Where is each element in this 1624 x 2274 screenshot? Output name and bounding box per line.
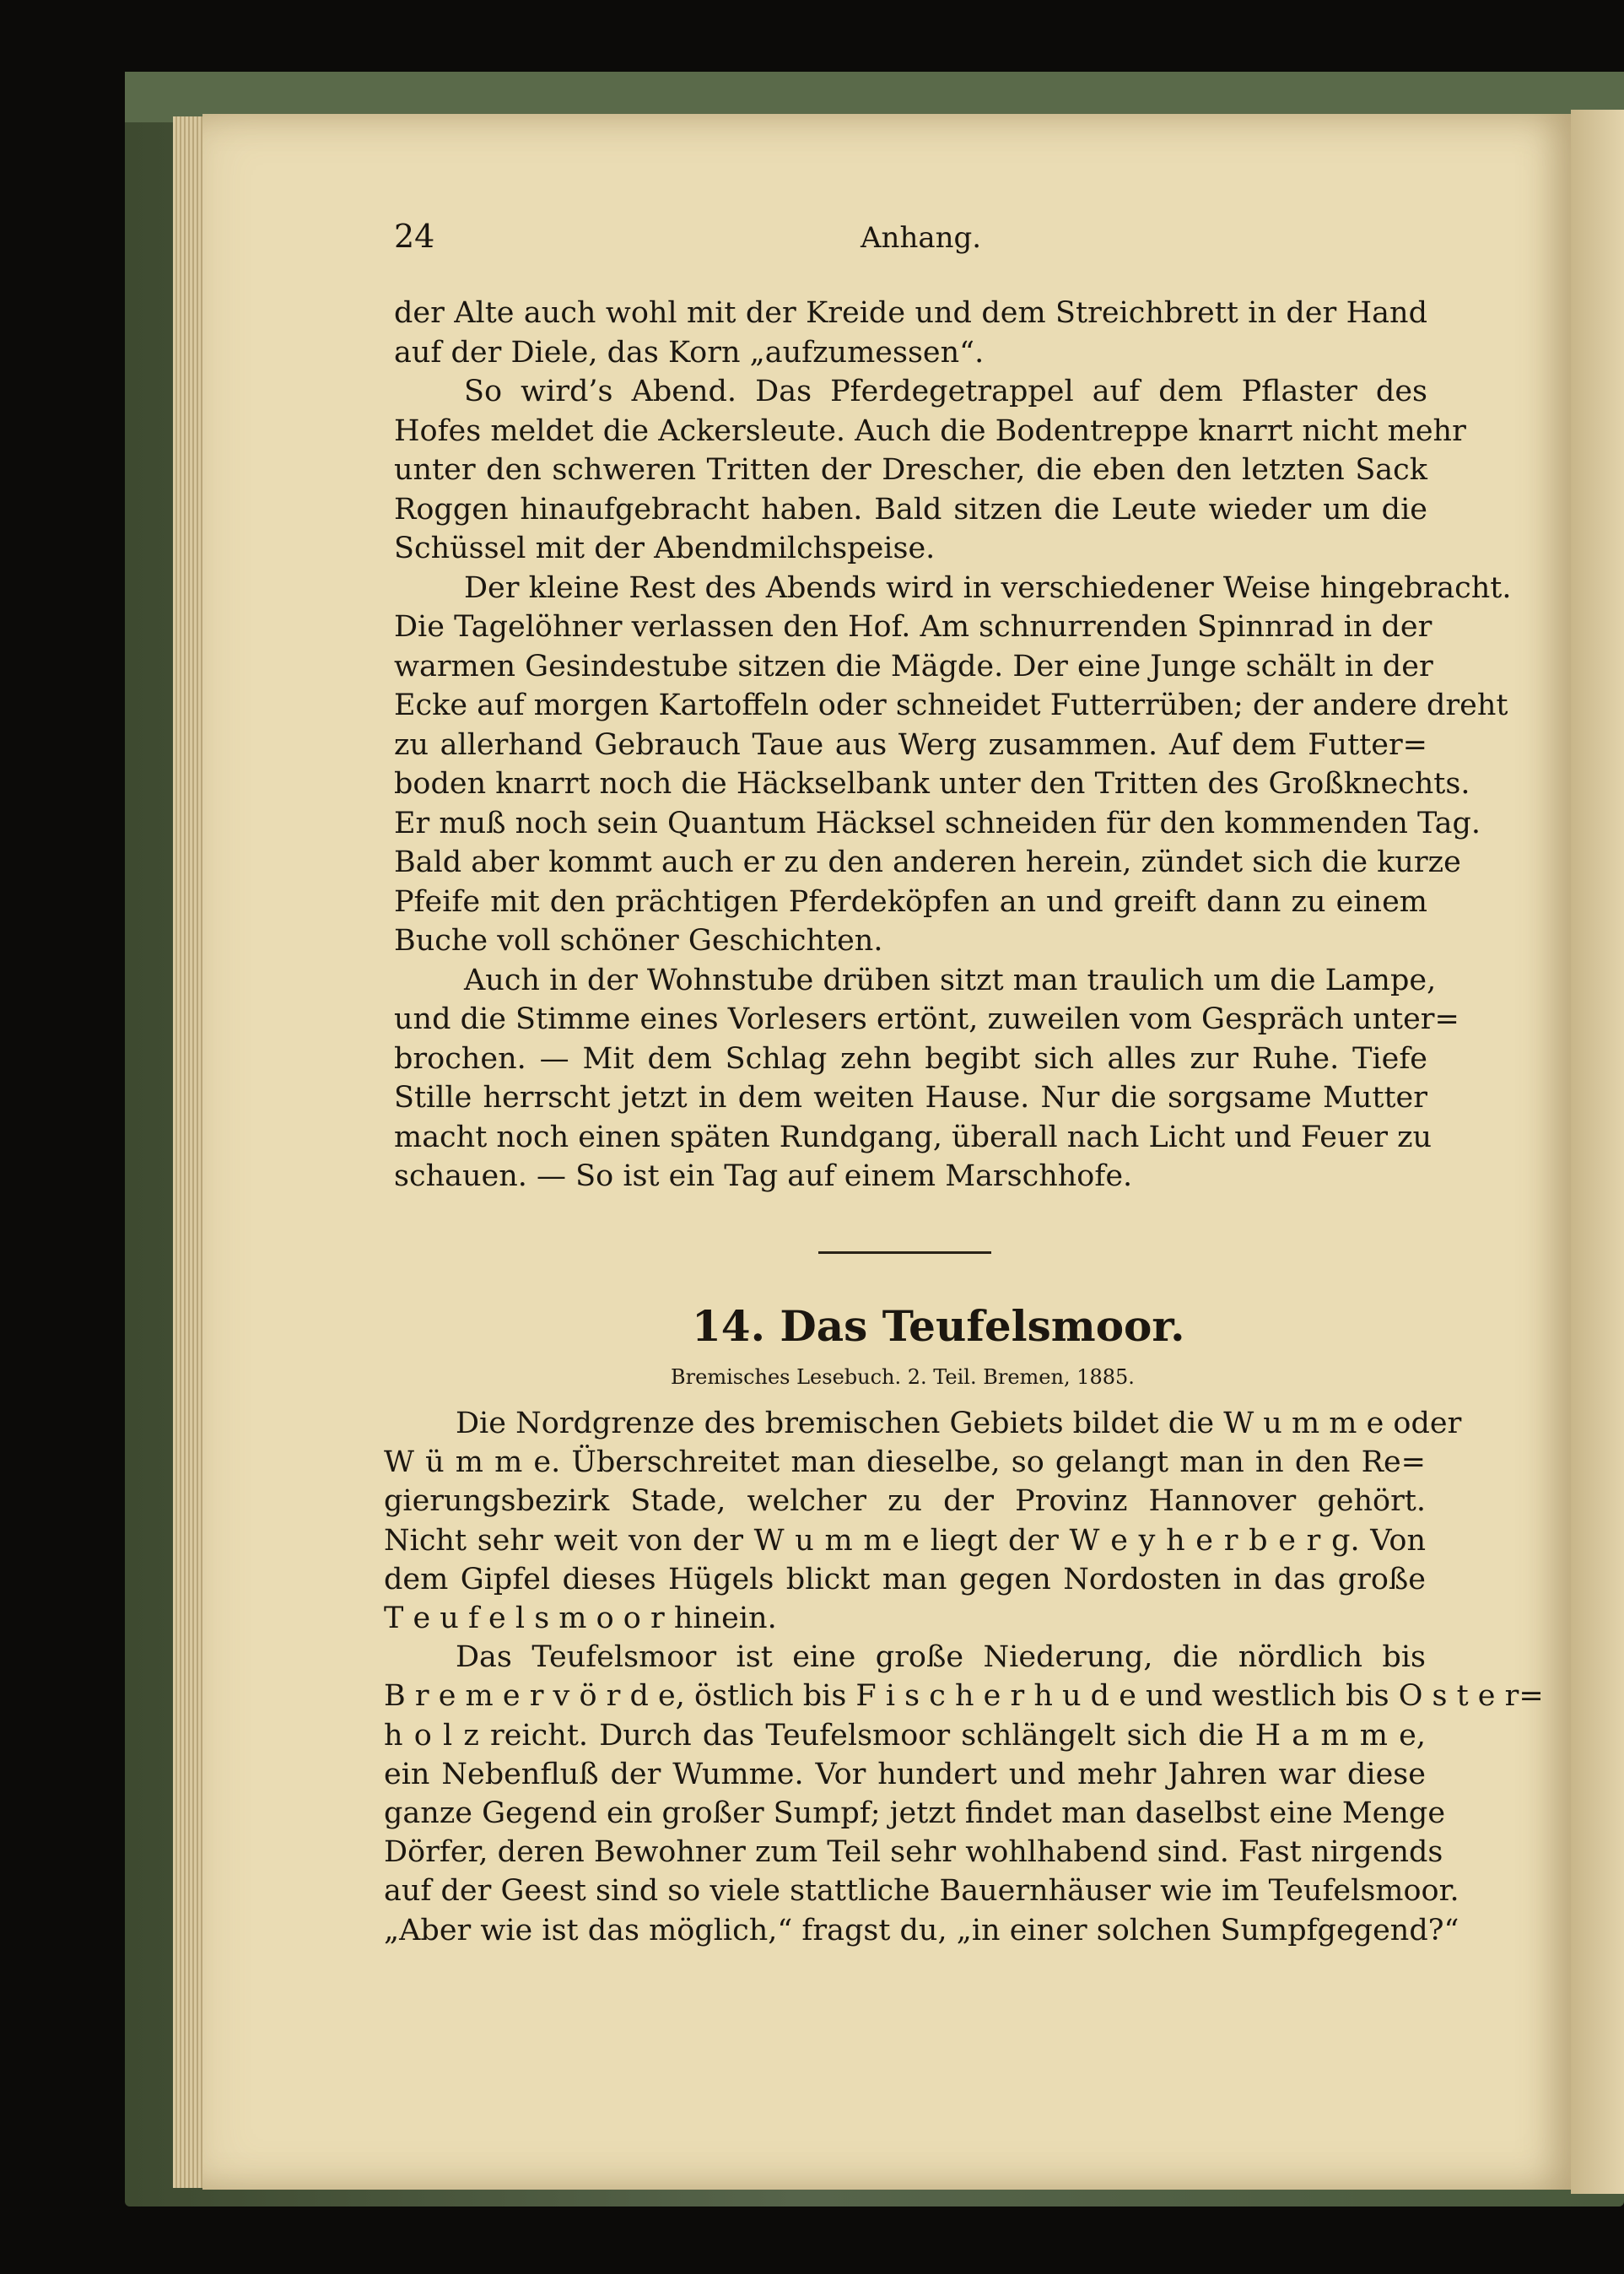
- text-line: gierungsbezirk Stade, welcher zu der Provinz Hannover gehört.: [384, 1484, 1426, 1519]
- text-line: Stille herrscht jetzt in dem weiten Hause. Nur die sorgsame Mutter: [394, 1081, 1427, 1115]
- text-line: ein Nebenfluß der Wumme. Vor hundert und mehr Jahren war diese: [384, 1757, 1426, 1791]
- text-line: Schüssel mit der Abendmilchspeise.: [394, 532, 936, 565]
- text-line: der Alte auch wohl mit der Kreide und dem Streichbrett in der Hand: [394, 296, 1427, 330]
- section-source: Bremisches Lesebuch. 2. Teil. Bremen, 1885.: [671, 1365, 1135, 1389]
- text-line: Buche voll schöner Geschichten.: [394, 924, 883, 958]
- text-line: Er muß noch sein Quantum Häcksel schneiden für den kommenden Tag.: [394, 806, 1481, 840]
- text-line: „Aber wie ist das möglich,“ fragst du, „in einer solchen Sumpfgegend?“: [384, 1913, 1459, 1947]
- text-line: B r e m e r v ö r d e, östlich bis F i s c h e r h u d e und westlich bis O s t e r=: [384, 1679, 1544, 1714]
- text-line: auf der Diele, das Korn „aufzumessen“.: [394, 335, 985, 370]
- text-line: unter den schweren Tritten der Drescher, die eben den letzten Sack: [394, 453, 1427, 487]
- text-line: schauen. — So ist ein Tag auf einem Marschhofe.: [394, 1159, 1133, 1193]
- text-line: h o l z reicht. Durch das Teufelsmoor schlängelt sich die H a m m e,: [384, 1718, 1426, 1753]
- text-line: macht noch einen späten Rundgang, überall nach Licht und Feuer zu: [394, 1120, 1432, 1154]
- text-line: Die Nordgrenze des bremischen Gebiets bildet die W u m m e oder: [456, 1407, 1462, 1440]
- text-line: brochen. — Mit dem Schlag zehn begibt sich alles zur Ruhe. Tiefe: [394, 1041, 1427, 1076]
- text-line: W ü m m e. Überschreitet man dieselbe, so gelangt man in den Re=: [384, 1445, 1426, 1480]
- text-line: Auch in der Wohnstube drüben sitzt man traulich um die Lampe,: [464, 963, 1437, 997]
- running-head: Anhang.: [861, 221, 982, 255]
- text-line: Ecke auf morgen Kartoffeln oder schneidet Futterrüben; der andere dreht: [394, 689, 1508, 722]
- text-line: Nicht sehr weit von der W u m m e liegt der W e y h e r b e r g. Von: [384, 1523, 1426, 1558]
- text-line: und die Stimme eines Vorlesers ertönt, zuweilen vom Gespräch unter=: [394, 1002, 1459, 1036]
- text-line: Bald aber kommt auch er zu den anderen herein, zündet sich die kurze: [394, 845, 1461, 879]
- section-title: 14. Das Teufelsmoor.: [692, 1301, 1185, 1351]
- text-line: boden knarrt noch die Häckselbank unter den Tritten des Großknechts.: [394, 767, 1470, 801]
- text-line: Dörfer, deren Bewohner zum Teil sehr wohlhabend sind. Fast nirgends: [384, 1835, 1443, 1870]
- text-line: zu allerhand Gebrauch Taue aus Werg zusammen. Auf dem Futter=: [394, 727, 1427, 762]
- text-line: auf der Geest sind so viele stattliche Bauernhäuser wie im Teufelsmoor.: [384, 1874, 1459, 1909]
- text-line: So wird’s Abend. Das Pferdegetrappel auf dem Pflaster des: [464, 375, 1427, 408]
- text-line: T e u f e l s m o o r hinein.: [384, 1602, 777, 1635]
- text-line: Der kleine Rest des Abends wird in verschiedener Weise hingebracht.: [464, 570, 1512, 605]
- text-line: dem Gipfel dieses Hügels blickt man gegen Nordosten in das große: [384, 1562, 1426, 1596]
- text-line: Die Tagelöhner verlassen den Hof. Am schnurrenden Spinnrad in der: [394, 610, 1432, 644]
- facing-page-edge: [1571, 110, 1624, 2194]
- text-line: Das Teufelsmoor ist eine große Niederung, die nördlich bis: [456, 1640, 1426, 1675]
- text-line: Hofes meldet die Ackersleute. Auch die Bodentreppe knarrt nicht mehr: [394, 413, 1466, 448]
- text-line: warmen Gesindestube sitzen die Mägde. Der eine Junge schält in der: [394, 649, 1433, 683]
- text-line: ganze Gegend ein großer Sumpf; jetzt findet man daselbst eine Menge: [384, 1796, 1446, 1830]
- text-line: Pfeife mit den prächtigen Pferdeköpfen an und greift dann zu einem: [394, 884, 1427, 919]
- section-divider: [818, 1251, 991, 1254]
- page-number: 24: [394, 218, 435, 255]
- text-line: Roggen hinaufgebracht haben. Bald sitzen die Leute wieder um die: [394, 492, 1427, 527]
